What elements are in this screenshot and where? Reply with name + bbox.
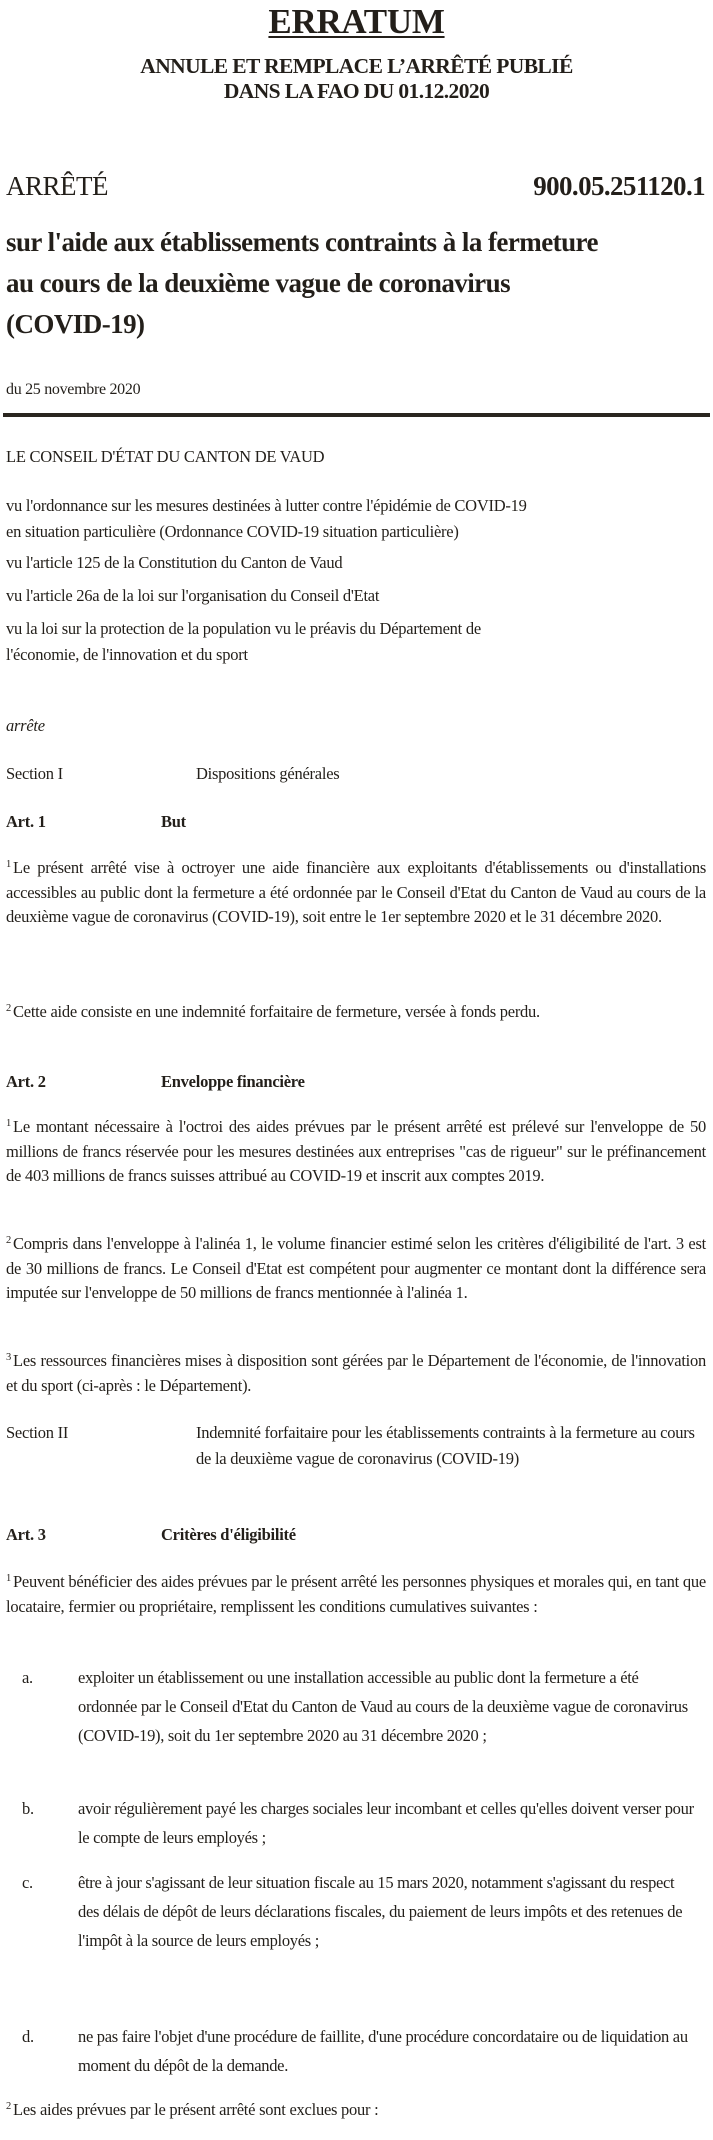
art-1-label: Art. 1 [6, 812, 46, 831]
art-1-para-1 [6, 856, 706, 930]
art-1-para-1-text: Le présent arrêté vise à octroyer une aide financière aux exploitants d'établissements ou d'installations accessibles au public dont la fermeture a été ordonnée par le Conseil d'Etat du Canton de Vaud au cours de la deuxième vague de coronavirus (COVID-19), soit entre le 1er septembre 2020 et le 31 décembre 2020. [6, 858, 706, 926]
vu-loi-organisation [6, 584, 706, 609]
document-number: 900.05.251120.1 [533, 171, 705, 201]
section-2-label: Section II [6, 1423, 69, 1442]
paragraph-number: 2 [6, 1235, 11, 1246]
vu-loi-organisation-text: vu l'article 26a de la loi sur l'organisation du Conseil d'Etat [6, 586, 380, 605]
art-3-para-2-text: Les aides prévues par le présent arrêté sont exclues pour : [13, 2100, 379, 2119]
art-3-para-1 [6, 1570, 706, 1619]
paragraph-number: 2 [6, 1003, 11, 1014]
header-divider [3, 413, 710, 417]
list-item-text: être à jour s'agissant de leur situation fiscale au 15 mars 2020, notamment s'agissant du respect des délais de dépôt de leurs déclarations fiscales, du paiement de leurs impôts et des retenues de l'impôt à la source de leurs employés ; [78, 1873, 683, 1950]
list-item-label: a. [22, 1668, 33, 1687]
art-2-para-2-text: Compris dans l'enveloppe à l'alinéa 1, le volume financier estimé selon les critères d'éligibilité de l'art. 3 est de 30 millions de francs. Le Conseil d'Etat est compétent pour augmenter ce montant dont la différence sera imputée sur l'enveloppe de 50 millions de francs mentionnée à l'alinéa 1. [6, 1234, 706, 1302]
document-title-line-3: (COVID-19) [6, 309, 145, 339]
art-1-para-2-text: Cette aide consiste en une indemnité forfaitaire de fermeture, versée à fonds perdu. [13, 1002, 540, 1021]
arrete-verb [6, 714, 706, 739]
paragraph-number: 2 [6, 2101, 11, 2112]
erratum-notice [0, 54, 713, 104]
art-3-label: Art. 3 [6, 1525, 46, 1544]
art-1-title: But [161, 812, 186, 831]
vu-ordonnance-line-2: en situation particulière (Ordonnance COVID-19 situation particulière) [6, 522, 459, 541]
art-2-para-3 [6, 1349, 706, 1398]
section-2-title: Indemnité forfaitaire pour les établissements contraints à la fermeture au cours de la deuxième vague de coronavirus (COVID-19) [196, 1423, 695, 1468]
erratum-heading: ERRATUM [268, 2, 445, 41]
list-item-text: exploiter un établissement ou une installation accessible au public dont la fermeture a été ordonnée par le Conseil d'Etat du Canton de Vaud au cours de la deuxième vague de coronavirus (COVID-19), soit du 1er septembre 2020 au 31 décembre 2020 ; [78, 1668, 688, 1745]
erratum-notice-line-1: ANNULE ET REMPLACE L’ARRÊTÉ PUBLIÉ [140, 54, 573, 78]
paragraph-number: 1 [6, 859, 11, 870]
document-title-line-2: au cours de la deuxième vague de coronavirus [6, 268, 511, 298]
document-date: du 25 novembre 2020 [6, 381, 141, 398]
art-3-para-1-text: Peuvent bénéficier des aides prévues par le présent arrêté les personnes physiques et morales qui, en tant que locataire, fermier ou propriétaire, remplissent les conditions cumulatives suivantes : [6, 1572, 706, 1616]
vu-constitution-text: vu l'article 125 de la Constitution du Canton de Vaud [6, 553, 343, 572]
list-item-label: d. [22, 2027, 34, 2046]
vu-ordonnance-line-1: vu l'ordonnance sur les mesures destinées à lutter contre l'épidémie de COVID-19 [6, 496, 527, 515]
document-type: ARRÊTÉ [6, 171, 108, 201]
list-item-label: c. [22, 1873, 33, 1892]
paragraph-number: 1 [6, 1118, 11, 1129]
art-2-title: Enveloppe financière [161, 1072, 305, 1091]
list-item-text: avoir régulièrement payé les charges sociales leur incombant et celles qu'elles doivent verser pour le compte de leurs employés ; [78, 1799, 694, 1847]
section-1-label: Section I [6, 764, 63, 783]
document-title [6, 222, 706, 345]
list-item-label: b. [22, 1799, 34, 1818]
art-1-para-2 [6, 1000, 706, 1025]
list-item-text: ne pas faire l'objet d'une procédure de faillite, d'une procédure concordataire ou de liquidation au moment du dépôt de la demande. [78, 2027, 688, 2075]
art-3-title: Critères d'éligibilité [161, 1525, 296, 1544]
vu-ordonnance [6, 493, 706, 545]
vu-constitution [6, 551, 706, 576]
art-2-label: Art. 2 [6, 1072, 46, 1091]
paragraph-number: 1 [6, 1573, 11, 1584]
art-2-para-3-text: Les ressources financières mises à disposition sont gérées par le Département de l'économie, de l'innovation et du sport (ci-après : le Département). [6, 1351, 706, 1395]
vu-protection-population [6, 616, 706, 668]
vu-protection-line-2: l'économie, de l'innovation et du sport [6, 645, 248, 664]
paragraph-number: 3 [6, 1352, 11, 1363]
art-2-para-1 [6, 1115, 706, 1189]
erratum-notice-line-2: DANS LA FAO DU 01.12.2020 [223, 79, 490, 103]
art-3-para-2 [6, 2098, 706, 2123]
document-title-line-1: sur l'aide aux établissements contraints à la fermeture [6, 227, 598, 257]
art-2-para-1-text: Le montant nécessaire à l'octroi des aides prévues par le présent arrêté est prélevé sur l'enveloppe de 50 millions de francs réservée pour les mesures destinées aux entreprises "cas de rigueur" sur le préfinancement de 403 millions de francs suisses attribué au COVID-19 et inscrit aux comptes 2019. [6, 1117, 706, 1185]
art-2-para-2 [6, 1232, 706, 1306]
vu-protection-line-1: vu la loi sur la protection de la population vu le préavis du Département de [6, 619, 481, 638]
authority [6, 445, 706, 470]
authority-text: LE CONSEIL D'ÉTAT DU CANTON DE VAUD [6, 447, 325, 466]
arrete-verb-text: arrête [6, 716, 45, 735]
section-1-title: Dispositions générales [196, 764, 340, 783]
